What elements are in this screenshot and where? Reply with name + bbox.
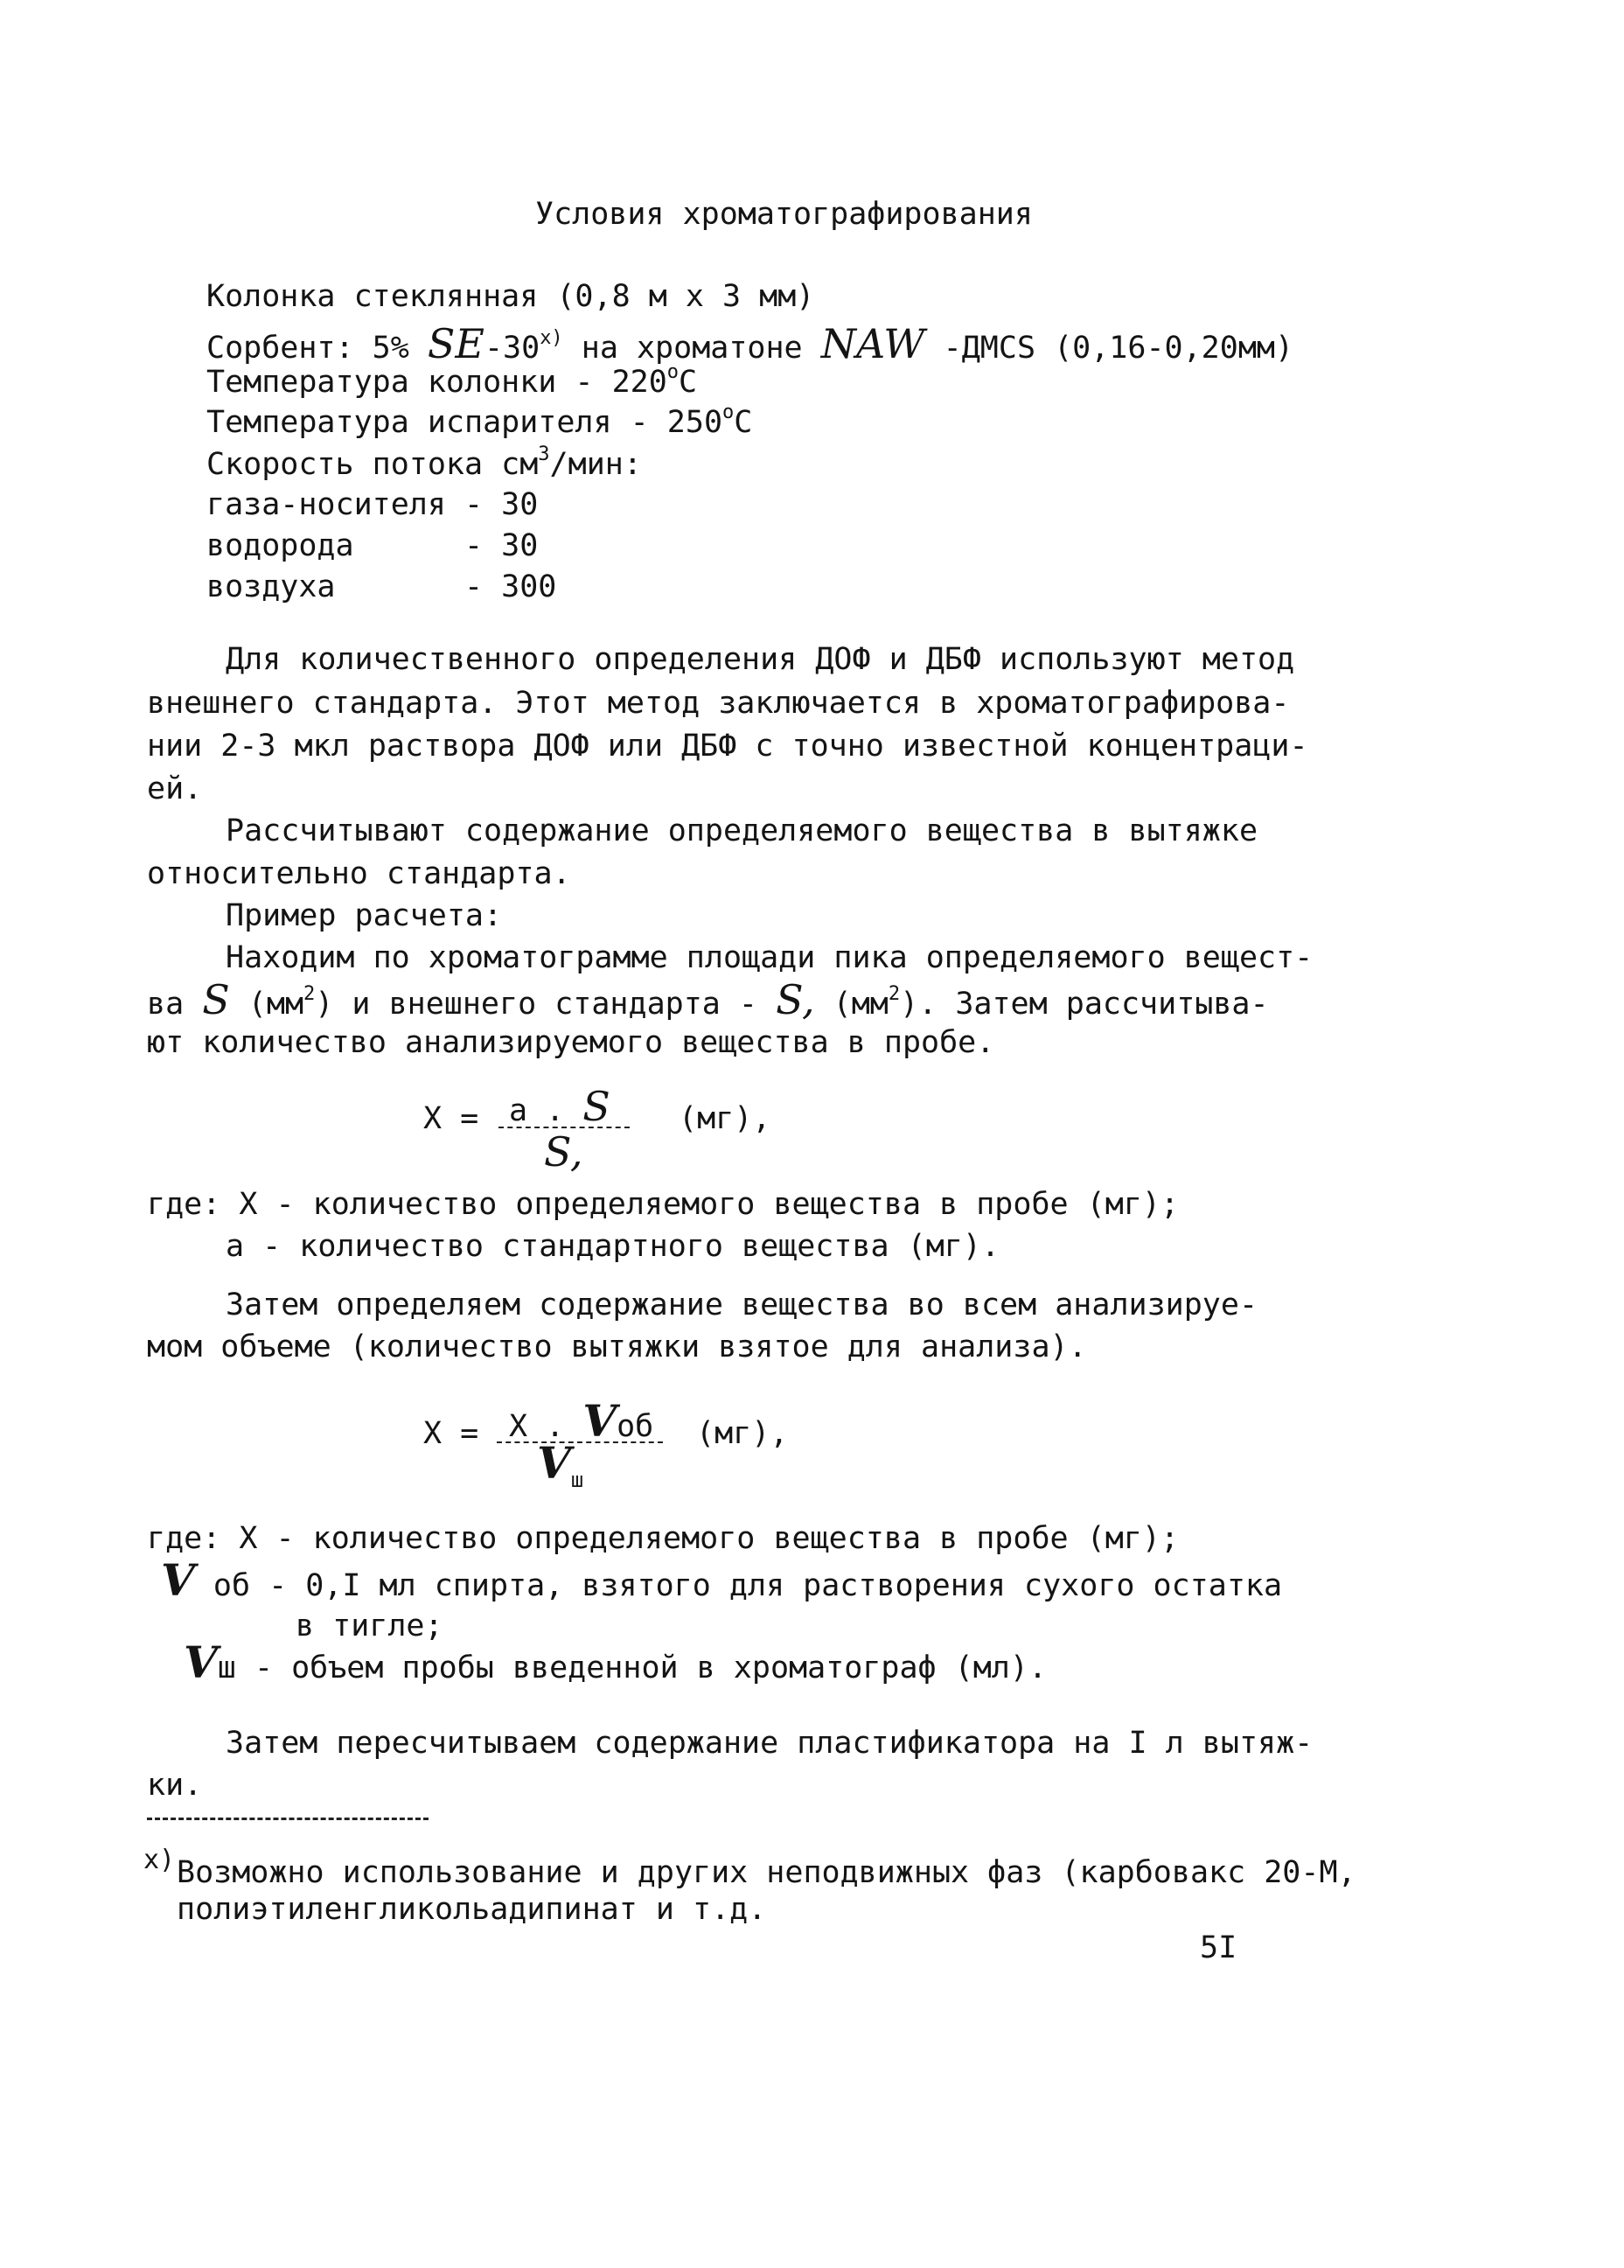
paragraph-line: ки. <box>147 1768 203 1803</box>
legend-line: в тигле; <box>296 1609 443 1643</box>
page-number: 5I <box>1200 1930 1237 1965</box>
symbol-s-handwritten: S <box>202 976 230 1023</box>
legend-line: где: X - количество определяемого вещества в пробе (мг); <box>147 1521 1180 1556</box>
sorbent-se-handwritten: SE <box>427 320 484 367</box>
condition-evaporator-temp: Температура испарителя - $250^оС$ <box>206 401 753 440</box>
condition-carrier-gas: газа-носителя - 30 <box>206 487 539 522</box>
example-heading: Пример расчета: <box>226 898 503 933</box>
paragraph-line: ей. <box>147 771 203 806</box>
formula1-numerator: a . S <box>509 1083 610 1130</box>
formula2-lhs: X = <box>423 1416 479 1451</box>
paragraph-line: Для количественного определения ДОФ и ДБФ используют метод <box>226 642 1295 677</box>
legend-line: где: X - количество определяемого вещества в пробе (мг); <box>147 1187 1180 1222</box>
paragraph-line: ва S $(мм^2)$ и внешнего стандарта - S, $(мм^2)$. Затем рассчитыва- <box>147 976 1269 1023</box>
footnote-text: полиэтиленгликольадипинат и т.д. <box>177 1892 767 1927</box>
paragraph-line: нии 2-3 мкл раствора ДОФ или ДБФ с точно известной концентраци- <box>147 729 1308 764</box>
section-title: Условия хроматографирования <box>535 197 1033 232</box>
paragraph-line: Затем определяем содержание вещества во всем анализируе- <box>226 1288 1258 1322</box>
condition-hydrogen: водорода - 30 <box>206 528 539 563</box>
condition-flow-rate: Скорость потока $см^3$/мин: <box>206 443 642 482</box>
condition-sorbent: Сорбент: 5% $SE-30^{х)}$ на хроматоне NAW -ДМСS (0,16-0,20мм) <box>206 320 1294 367</box>
condition-column-temp: Температура колонки - $220^оС$ <box>206 361 698 400</box>
formula1-lhs: X = <box>423 1101 479 1136</box>
condition-air: воздуха - 300 <box>206 569 557 604</box>
formula1-unit: (мг), <box>679 1101 771 1136</box>
symbol-s1-handwritten: S, <box>776 976 815 1023</box>
paragraph-line: Находим по хроматограмме площади пика определяемого вещест- <box>226 940 1314 975</box>
formula2-denominator: $V_ш$ <box>537 1437 584 1492</box>
legend-line: a - количество стандартного вещества (мг). <box>226 1229 1000 1264</box>
formula2-numerator: X . Vоб <box>509 1395 654 1447</box>
paragraph-line: Рассчитывают содержание определяемого вещества в вытяжке <box>226 813 1258 848</box>
paragraph-line: мом объеме (количество вытяжки взятое для анализа). <box>147 1329 1087 1364</box>
paragraph-line: ют количество анализируемого вещества в пробе. <box>147 1025 995 1060</box>
footnote-text: Возможно использование и других неподвижных фаз (карбовакс 20-М, <box>177 1855 1356 1890</box>
formula2-unit: (мг), <box>696 1416 789 1451</box>
footnote-separator <box>147 1818 429 1820</box>
legend-line: V об - 0,I мл спирта, взятого для растворения сухого остатка <box>161 1554 1283 1606</box>
formula1-denominator: S, <box>544 1128 583 1176</box>
paragraph-line: внешнего стандарта. Этот метод заключается в хроматографирова- <box>147 686 1290 721</box>
paragraph-line: относительно стандарта. <box>147 856 571 891</box>
legend-line: Vш - объем пробы введенной в хроматограф (мл). <box>184 1636 1048 1688</box>
sorbent-naw-handwritten: NAW <box>820 320 925 367</box>
paragraph-line: Затем пересчитываем содержание пластификатора на I л вытяж- <box>226 1726 1314 1761</box>
footnote-marker: х) <box>143 1845 176 1875</box>
condition-column: Колонка стеклянная (0,8 м х 3 мм) <box>206 279 815 314</box>
